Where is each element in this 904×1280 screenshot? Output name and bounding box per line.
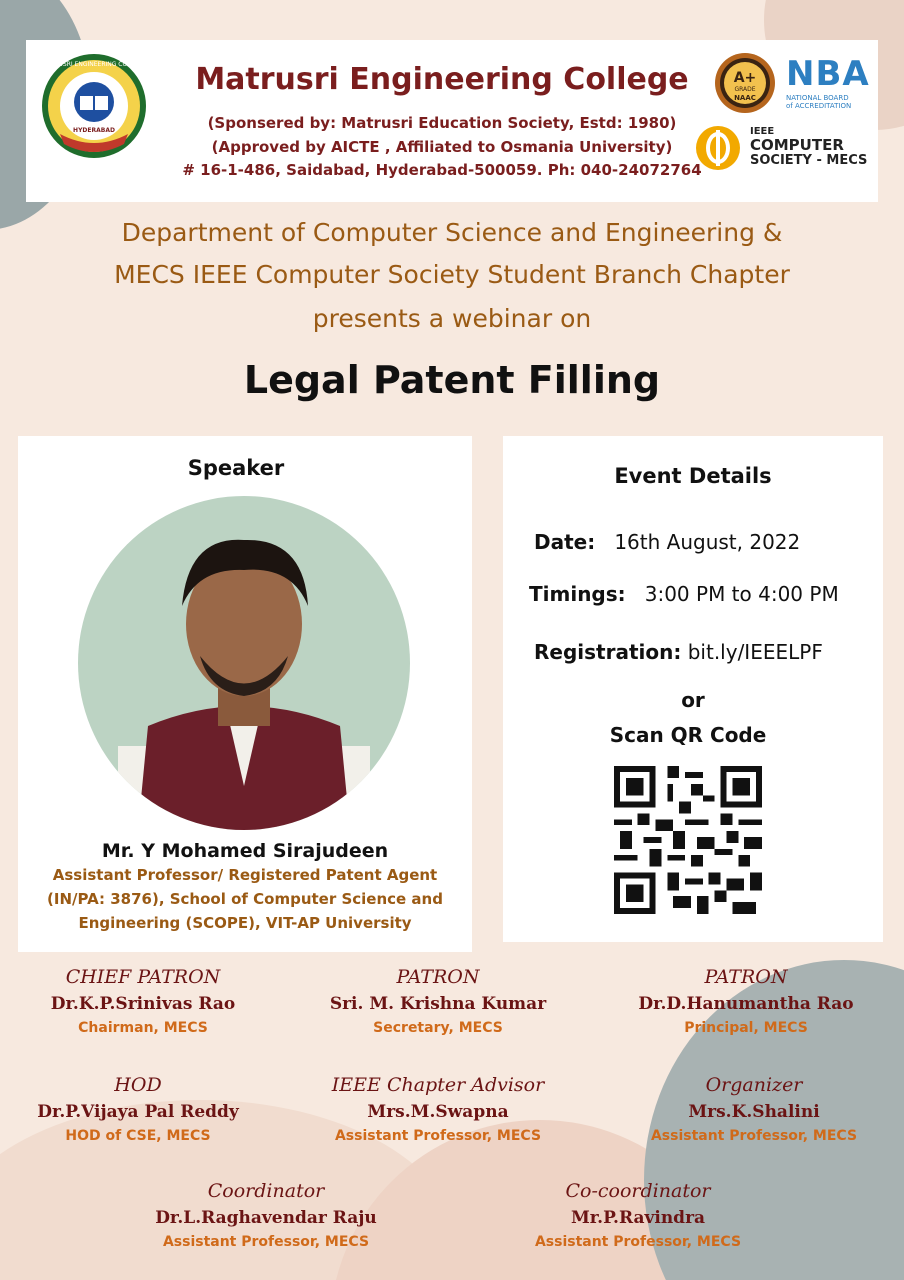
person-name: Sri. M. Krishna Kumar: [329, 994, 547, 1014]
event-date-row: [534, 530, 800, 554]
person-name: Dr.K.P.Srinivas Rao: [50, 994, 236, 1014]
or-text: or: [681, 688, 705, 712]
department-line: Department of Computer Science and Engineering &: [121, 218, 783, 247]
presents-line: presents a webinar on: [312, 304, 592, 333]
nba-mark: NBA: [786, 54, 870, 94]
person-role: IEEE Chapter Advisor: [331, 1074, 545, 1096]
college-address-line: # 16-1-486, Saidabad, Hyderabad-500059. Ph: 040-24072764: [182, 161, 702, 179]
nba-subtitle-2: of ACCREDITATION: [786, 102, 852, 110]
college-logo: [40, 52, 148, 160]
college-header: [26, 40, 878, 202]
person-designation: Principal, MECS: [684, 1020, 808, 1036]
person-designation: Chairman, MECS: [78, 1020, 208, 1036]
speaker-designation-line: Assistant Professor/ Registered Patent Agent: [52, 866, 438, 884]
person-designation: Assistant Professor, MECS: [650, 1128, 858, 1144]
person-role: Organizer: [705, 1074, 803, 1096]
person-patron-principal: [618, 966, 874, 1036]
college-approval-line: (Approved by AICTE , Affiliated to Osmania University): [211, 138, 673, 156]
svg-text:A+: A+: [733, 70, 757, 86]
person-coordinator: [134, 1180, 398, 1250]
nba-logo: [786, 54, 872, 118]
date-value: 16th August, 2022: [614, 530, 801, 554]
speaker-heading: Speaker: [187, 456, 285, 480]
person-role: PATRON: [704, 966, 788, 988]
person-name: Dr.L.Raghavendar Raju: [155, 1208, 377, 1228]
person-role: Co-coordinator: [565, 1180, 711, 1202]
svg-text:GRADE: GRADE: [734, 86, 756, 93]
registration-label: Registration:: [534, 640, 682, 664]
person-role: CHIEF PATRON: [65, 966, 221, 988]
svg-text:MATRUSRI ENGINEERING COLLEGE: MATRUSRI ENGINEERING COLLEGE: [41, 61, 147, 68]
person-designation: HOD of CSE, MECS: [65, 1128, 211, 1144]
person-designation: Assistant Professor, MECS: [162, 1234, 370, 1250]
speaker-designation-line: (IN/PA: 3876), School of Computer Science and: [47, 890, 443, 908]
ieee-label: IEEE: [750, 126, 775, 137]
person-name: Dr.P.Vijaya Pal Reddy: [37, 1102, 239, 1122]
person-designation: Assistant Professor, MECS: [334, 1128, 542, 1144]
person-name: Mr.P.Ravindra: [570, 1208, 706, 1228]
person-ieee-advisor: [310, 1074, 566, 1144]
person-name: Dr.D.Hanumantha Rao: [638, 994, 854, 1014]
svg-text:NAAC: NAAC: [734, 94, 756, 102]
webinar-title: Legal Patent Filling: [243, 358, 661, 402]
registration-link[interactable]: bit.ly/IEEELPF: [687, 640, 823, 664]
event-registration-row: [534, 640, 823, 664]
person-name: Mrs.K.Shalini: [688, 1102, 820, 1122]
person-chief-patron: [28, 966, 258, 1036]
chapter-line: MECS IEEE Computer Society Student Branch Chapter: [114, 260, 790, 289]
person-designation: Secretary, MECS: [373, 1020, 503, 1036]
naac-badge-icon: [714, 52, 776, 114]
qr-code-icon[interactable]: [613, 766, 763, 914]
person-role: HOD: [114, 1074, 162, 1096]
ieee-computer-society-icon: [694, 124, 742, 172]
speaker-name: Mr. Y Mohamed Sirajudeen: [101, 840, 389, 862]
event-details-heading: Event Details: [614, 464, 772, 488]
person-co-coordinator: [510, 1180, 766, 1250]
ieee-society-label: SOCIETY - MECS: [750, 153, 868, 168]
person-role: PATRON: [396, 966, 480, 988]
svg-text:HYDERABAD: HYDERABAD: [73, 127, 115, 134]
date-label: Date:: [534, 530, 596, 554]
timings-value: 3:00 PM to 4:00 PM: [644, 582, 839, 606]
person-hod: [18, 1074, 258, 1144]
speaker-photo: [78, 496, 410, 830]
ieee-computer-society-text: [750, 126, 878, 168]
person-role: Coordinator: [207, 1180, 325, 1202]
college-sponsor-line: (Sponsered by: Matrusri Education Society, Estd: 1980): [207, 114, 677, 132]
event-time-row: [529, 582, 839, 606]
timings-label: Timings:: [529, 582, 626, 606]
scan-qr-text: Scan QR Code: [609, 723, 767, 747]
speaker-card: [18, 436, 472, 952]
person-patron-secretary: [300, 966, 576, 1036]
event-details-card: [503, 436, 883, 942]
person-organizer: [630, 1074, 878, 1144]
ieee-computer-label: COMPUTER: [750, 136, 844, 154]
nba-subtitle-1: NATIONAL BOARD: [786, 94, 849, 102]
person-designation: Assistant Professor, MECS: [534, 1234, 742, 1250]
person-name: Mrs.M.Swapna: [367, 1102, 509, 1122]
college-name: Matrusri Engineering College: [195, 62, 689, 97]
speaker-designation-line: Engineering (SCOPE), VIT-AP University: [78, 914, 412, 932]
